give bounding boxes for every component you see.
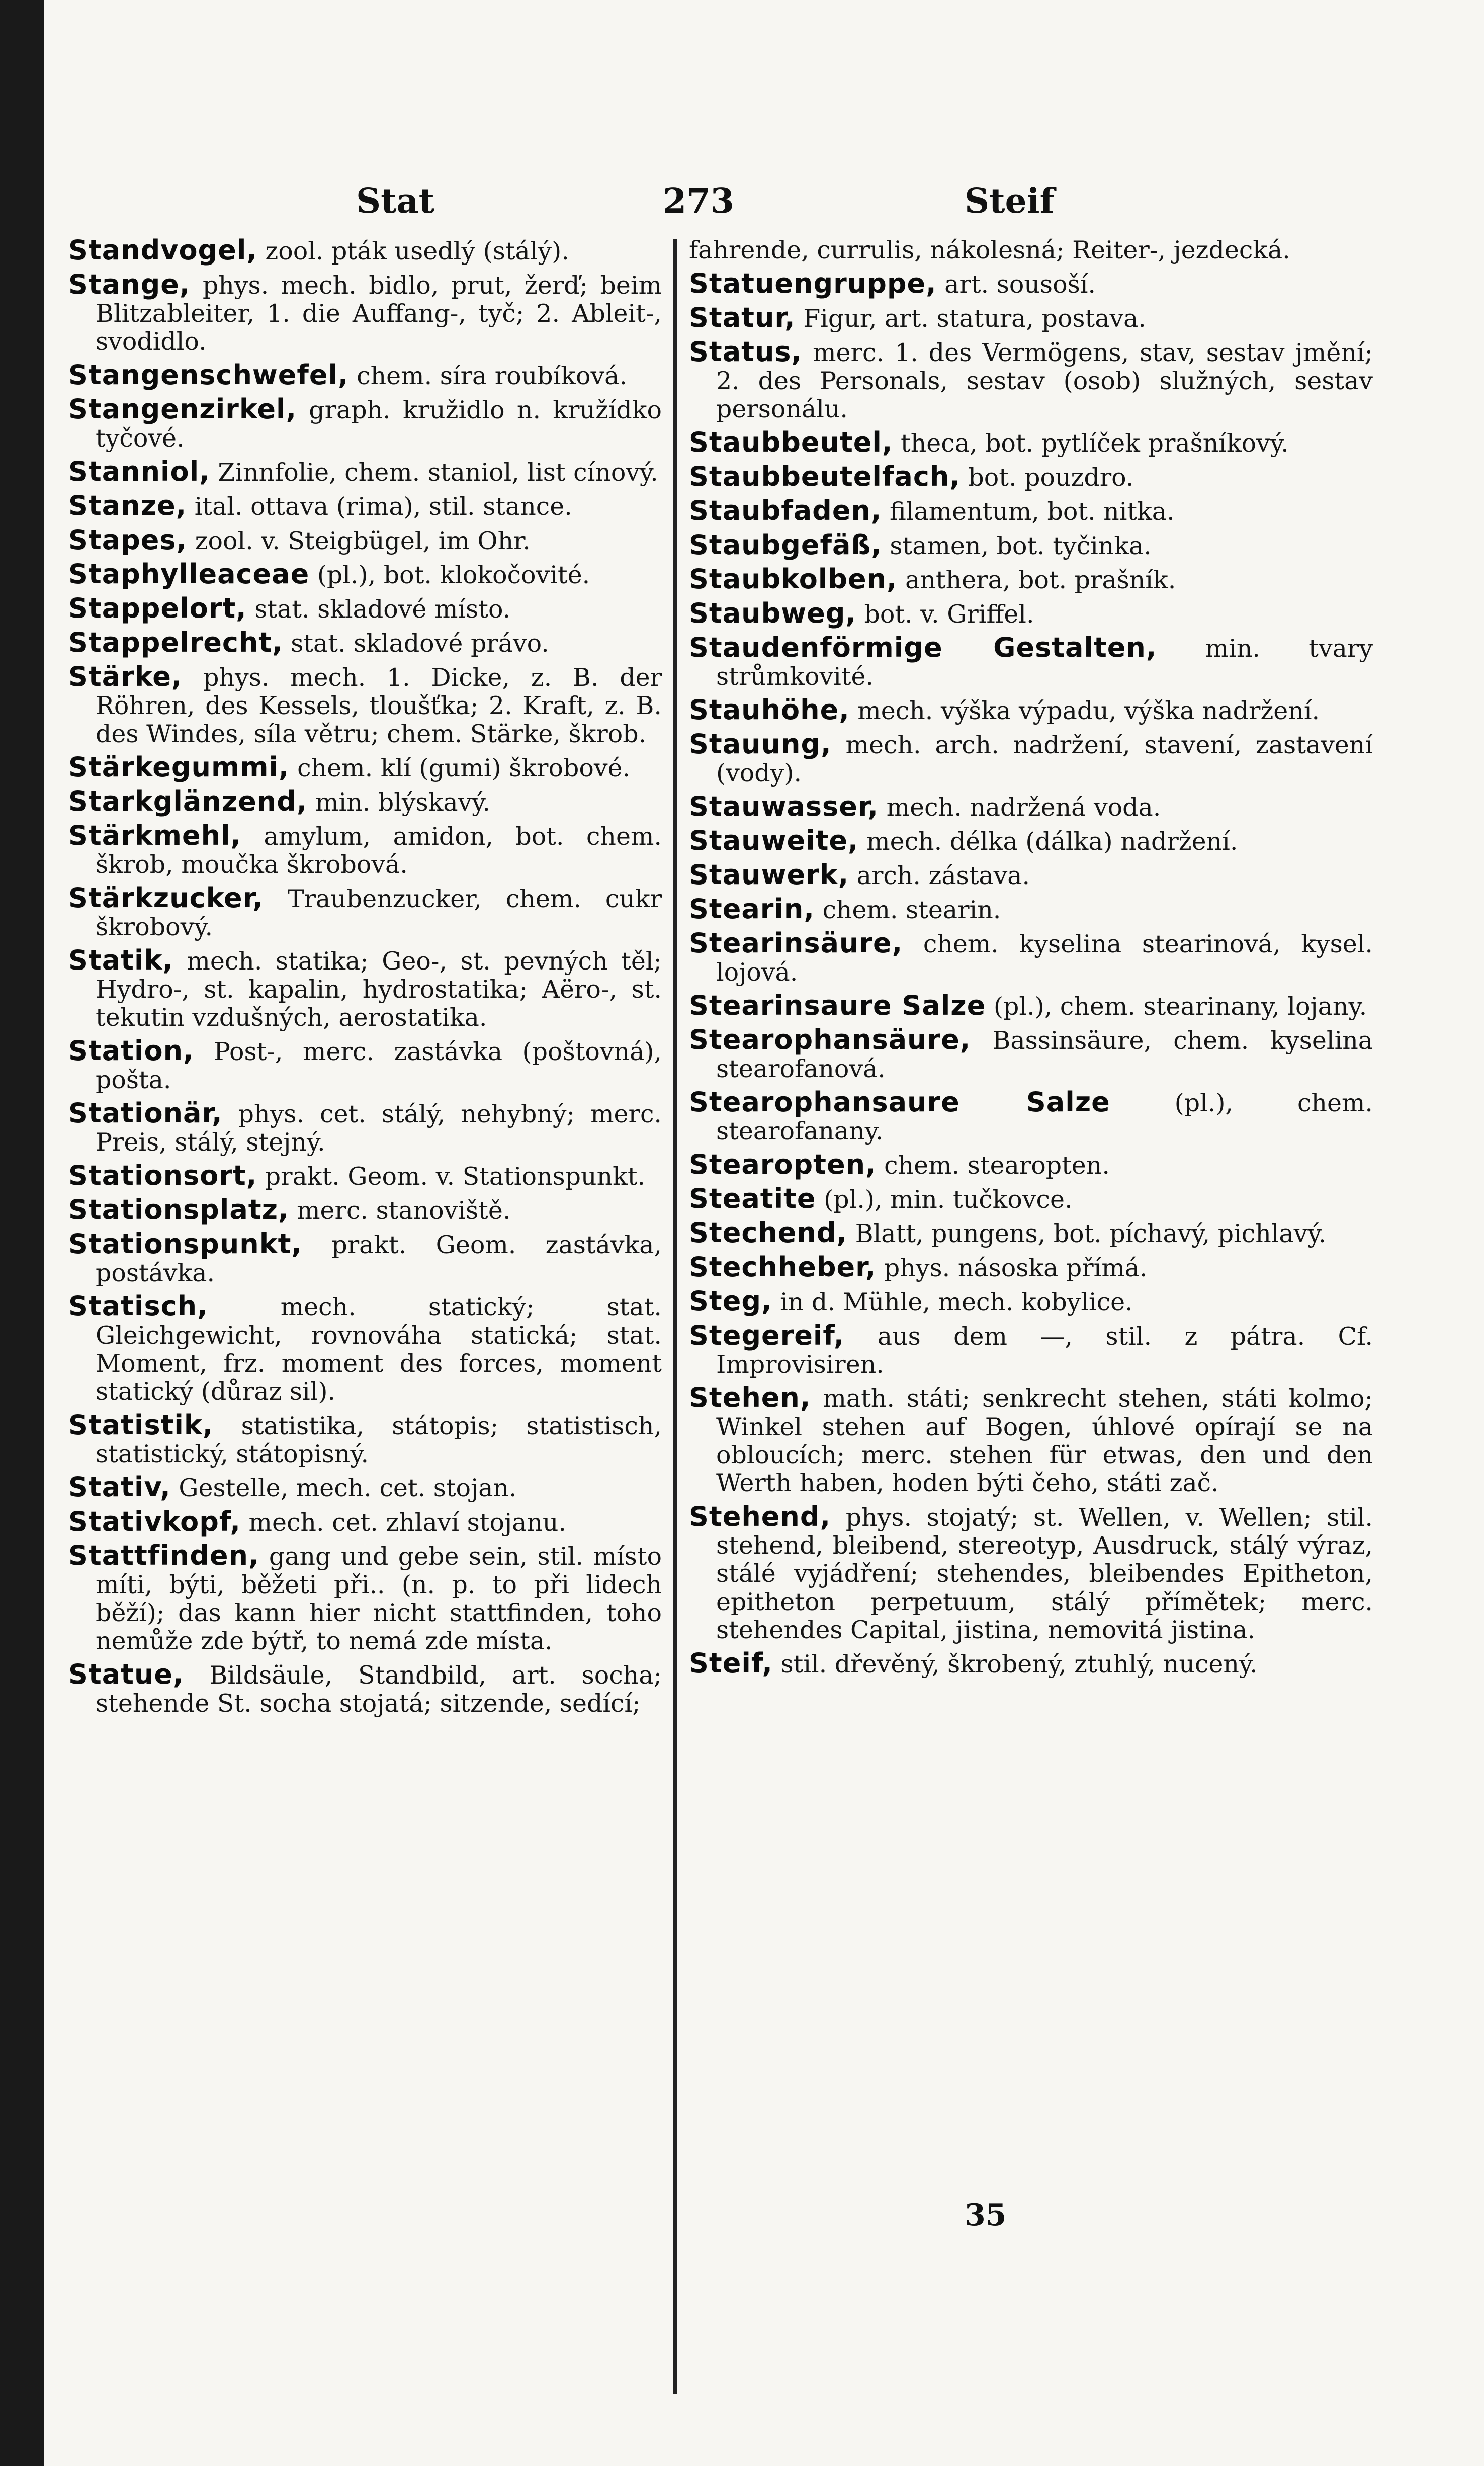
entry-headword: Stationär, [68,1097,223,1129]
entry-definition: math. státi; senkrecht stehen, státi kolmo; Winkel stehen auf Bogen, úhlové opírají se na obloucích; merc. stehen für etwas, den und den Werth haben, hoden býti čeho, státi zač. [716,1384,1373,1498]
dictionary-entry [68,1660,662,1718]
entry-definition: zool. pták usedlý (stálý). [265,237,569,266]
dictionary-entry [68,1508,662,1537]
dictionary-entry [689,1151,1373,1180]
entry-headword: Statisch, [68,1290,208,1322]
signature-mark: 35 [965,2197,1007,2233]
dictionary-page [44,0,1484,2466]
entry-headword: Stearinsäure, [689,927,903,959]
dictionary-entry [68,1037,662,1094]
entry-headword: Stärkmehl, [68,820,242,851]
dictionary-entry [689,531,1373,560]
entry-headword: Stappelort, [68,592,247,624]
dictionary-entry [689,634,1373,691]
entry-headword: Staubfaden, [689,495,882,526]
dictionary-entry [689,497,1373,526]
entry-headword: Statik, [68,944,173,976]
page-number: 273 [663,181,734,221]
entry-definition: (pl.), chem. stearofanany. [716,1089,1373,1146]
entry-definition: aus dem —, stil. z pátra. Cf. Improvisiren. [716,1322,1373,1379]
entry-definition: chem. kyselina stearinová, kysel. lojová. [716,930,1373,987]
dictionary-entry [68,663,662,748]
entry-headword: Status, [689,336,803,368]
entry-definition: prakt. Geom. v. Stationspunkt. [265,1162,646,1191]
entry-headword: Stappelrecht, [68,627,283,658]
entry-headword: Statur, [689,302,796,333]
dictionary-entry [689,895,1373,924]
right-column [689,236,1373,2399]
dictionary-entry [68,395,662,453]
entry-definition: bot. pouzdro. [968,463,1134,492]
dictionary-entry [68,822,662,879]
entry-headword: Station, [68,1035,194,1067]
entry-definition: Bassinsäure, chem. kyselina stearofanová. [716,1026,1373,1083]
entry-headword: Stange, [68,269,191,300]
entry-definition: statistika, státopis; statistisch, statistický, státopisný. [96,1412,662,1468]
dictionary-entry [68,458,662,487]
entry-definition: (pl.), min. tučkovce. [824,1185,1073,1214]
entry-headword: Stanze, [68,490,187,521]
dictionary-entry [689,730,1373,787]
entry-definition: (pl.), chem. stearinany, lojany. [993,992,1367,1021]
entry-definition: mech. statický; stat. Gleichgewicht, rovnováha statická; stat. Moment, frz. moment des forces, moment statický (důraz sil). [96,1293,662,1406]
dictionary-entry [689,304,1373,333]
entry-headword: Starkglänzend, [68,785,308,817]
entry-headword: Stechend, [689,1217,848,1249]
entry-headword: Stauweite, [689,825,859,856]
entry-headword: Staubkolben, [689,563,898,595]
entry-headword: Steg, [689,1285,772,1317]
entry-definition: Gestelle, mech. cet. stojan. [179,1474,517,1503]
dictionary-entry [68,629,662,658]
entry-definition: amylum, amidon, bot. chem. škrob, moučka škrobová. [96,822,662,879]
entry-headword: Statistik, [68,1409,214,1441]
entry-definition: (pl.), bot. klokočovité. [317,561,590,589]
entry-definition: theca, bot. pytlíček prašníkový. [901,429,1289,458]
entry-headword: Staudenförmige Gestalten, [689,632,1157,663]
entry-headword: Stapes, [68,524,188,556]
entry-headword: Standvogel, [68,236,257,266]
entry-definition: zool. v. Steigbügel, im Ohr. [195,526,531,555]
entry-headword: Stativ, [68,1471,171,1503]
entry-headword: Stegereif, [689,1319,845,1351]
entry-definition: arch. zástava. [856,861,1030,890]
dictionary-entry [68,361,662,390]
entry-definition: mech. cet. zhlaví stojanu. [248,1508,567,1537]
entry-headword: Stattfinden, [68,1540,259,1571]
entry-definition: art. sousoší. [944,270,1096,299]
entry-headword: Stärkegummi, [68,751,290,783]
dictionary-entry [689,1088,1373,1146]
entry-headword: Stearophansaure Salze [689,1086,1110,1118]
entry-definition: chem. stearopten. [884,1151,1110,1180]
entry-definition: Zinnfolie, chem. staniol, list cínový. [218,458,658,487]
dictionary-entry [689,792,1373,822]
page-header [44,181,1484,226]
dictionary-entry [68,946,662,1032]
dictionary-entry [689,827,1373,856]
dictionary-entry [689,929,1373,987]
entry-definition: min. tvary strůmkovité. [716,634,1373,691]
dictionary-entry [689,428,1373,458]
dictionary-entry [689,696,1373,725]
dictionary-entry [689,1026,1373,1083]
entry-headword: Staphylleaceae [68,558,310,590]
dictionary-entry [68,271,662,356]
dictionary-entry [689,1384,1373,1498]
entry-headword: Stearin, [689,893,815,925]
entry-definition: Blatt, pungens, bot. píchavý, pichlavý. [855,1219,1327,1248]
entry-definition: Bildsäule, Standbild, art. socha; stehende St. socha stojatá; sitzende, sedící; [96,1661,662,1718]
dictionary-entry [689,599,1373,629]
header-right-guide-word: Steif [965,181,1055,221]
entry-definition: merc. stanoviště. [297,1196,511,1225]
dictionary-entry [68,1542,662,1655]
entry-headword: Stearophansäure, [689,1024,971,1055]
dictionary-entry [689,1503,1373,1644]
dictionary-entry [689,1253,1373,1282]
dictionary-entry [689,1185,1373,1214]
entry-definition: Post-, merc. zastávka (poštovná), pošta. [96,1037,662,1094]
dictionary-entry [689,861,1373,890]
dictionary-entry [68,1099,662,1157]
entry-headword: Stärkzucker, [68,882,264,914]
entry-definition: mech. nadržená voda. [886,793,1161,822]
entry-definition: phys. cet. stálý, nehybný; merc. Preis, stálý, stejný. [96,1100,662,1157]
dictionary-entry [68,1411,662,1468]
entry-headword: Staubweg, [689,597,856,629]
entry-definition: in d. Mühle, mech. kobylice. [780,1288,1133,1316]
entry-definition: filamentum, bot. nitka. [890,497,1175,526]
entry-headword: Stangenzirkel, [68,393,297,425]
dictionary-entry [689,1287,1373,1316]
entry-headword: Stauhöhe, [689,694,850,726]
entry-headword: Stehen, [689,1382,811,1414]
dictionary-entry [68,1196,662,1225]
entry-definition: merc. 1. des Vermögens, stav, sestav jmění; 2. des Personals, sestav (osob) služných, sestav personálu. [716,338,1373,423]
entry-headword: Stangenschwefel, [68,359,349,391]
dictionary-entry [68,236,662,266]
entry-headword: Stärke, [68,661,183,692]
dictionary-entry [689,992,1373,1021]
entry-headword: Stechheber, [689,1251,877,1283]
dictionary-entry [68,1473,662,1503]
entry-definition: phys. násoska přímá. [884,1254,1148,1282]
entry-headword: Staubbeutelfach, [689,461,961,492]
entry-definition: Traubenzucker, chem. cukr škrobový. [96,885,662,941]
entry-definition: mech. statika; Geo-, st. pevných těl; Hydro-, st. kapalin, hydrostatika; Aëro-, st. tekutin vzdušných, aerostatika. [96,947,662,1032]
dictionary-entry [689,236,1373,265]
entry-definition: chem. síra roubíková. [357,362,627,390]
entry-headword: Stationsplatz, [68,1194,289,1225]
entry-headword: Stativkopf, [68,1506,241,1537]
column-divider [673,239,677,2394]
entry-headword: Statuengruppe, [689,268,937,299]
dictionary-entry [689,338,1373,423]
entry-definition: phys. mech. bidlo, prut, žerď; beim Blitzableiter, 1. die Auffang-, tyč; 2. Ableit-, svodidlo. [96,271,662,356]
dictionary-entry [68,492,662,521]
entry-headword: Statue, [68,1658,184,1690]
entry-definition: prakt. Geom. zastávka, postávka. [96,1230,662,1287]
entry-headword: Stationsort, [68,1160,257,1191]
entry-definition: bot. v. Griffel. [864,600,1034,629]
entry-definition: chem. klí (gumi) škrobové. [297,754,631,782]
entry-headword: Stauwasser, [689,790,879,822]
entry-definition: ital. ottava (rima), stil. stance. [194,492,572,521]
entry-headword: Stehend, [689,1501,831,1532]
dictionary-entry [68,884,662,941]
entry-definition: anthera, bot. prašník. [905,566,1176,594]
entry-definition: Figur, art. statura, postava. [803,304,1146,333]
dictionary-entry [689,270,1373,299]
entry-headword: Staubbeutel, [689,426,893,458]
entry-definition: mech. délka (dálka) nadržení. [866,827,1238,856]
entry-definition: mech. výška výpadu, výška nadržení. [857,696,1320,725]
entry-definition: min. blýskavý. [315,788,491,817]
entry-definition: gang und gebe sein, stil. místo míti, býti, běžeti při.. (n. p. to při lidech běží); das kann hier nicht stattfinden, toho nemůže zde býtř, to nemá zde místa. [96,1542,662,1655]
entry-definition: stat. skladové právo. [291,629,549,658]
entry-definition: chem. stearin. [822,896,1001,924]
entry-definition: stamen, bot. tyčinka. [890,532,1152,560]
entry-headword: Stanniol, [68,456,210,487]
entry-headword: Stearopten, [689,1149,877,1180]
dictionary-entry [68,787,662,817]
dictionary-entry [68,1230,662,1287]
dictionary-entry [68,753,662,782]
dictionary-entry [689,565,1373,594]
entry-headword: Steatite [689,1183,816,1214]
dictionary-entry [68,1162,662,1191]
entry-headword: Stauwerk, [689,859,849,891]
dictionary-entry [689,1219,1373,1248]
entry-definition: stil. dřevěný, škrobený, ztuhlý, nucený. [780,1650,1258,1679]
entry-definition: phys. mech. 1. Dicke, z. B. der Röhren, des Kessels, tloušťka; 2. Kraft, z. B. des Windes, síla větru; chem. Stärke, škrob. [96,663,662,748]
dictionary-entry [68,526,662,555]
left-column [68,236,662,2399]
dictionary-entry [68,1292,662,1406]
entry-definition: phys. stojatý; st. Wellen, v. Wellen; stil. stehend, bleibend, stereotyp, Ausdruck, stálý výraz, stálé vyjádření; stehendes, bleibendes Epitheton, epitheton perpetuum, stálý přímětek; merc. stehendes Capital, jistina, nemovitá jistina. [716,1503,1373,1644]
entry-definition: stat. skladové místo. [254,595,511,624]
dictionary-entry [689,1319,1373,1379]
entry-definition: mech. arch. nadržení, stavení, zastavení (vody). [716,731,1373,787]
entry-headword: Stauung, [689,728,832,760]
entry-headword: Steif, [689,1647,773,1679]
entry-definition: fahrende, currulis, nákolesná; Reiter-, jezdecká. [689,236,1290,265]
entry-headword: Stationspunkt, [68,1228,302,1260]
dictionary-entry [68,594,662,624]
dictionary-entry [689,1649,1373,1679]
entry-headword: Stearinsaure Salze [689,990,986,1021]
entry-headword: Staubgefäß, [689,529,882,561]
dictionary-entry [689,463,1373,492]
dictionary-entry [68,560,662,589]
header-left-guide-word: Stat [356,181,434,221]
entry-definition: graph. kružidlo n. kružídko tyčové. [96,396,662,453]
